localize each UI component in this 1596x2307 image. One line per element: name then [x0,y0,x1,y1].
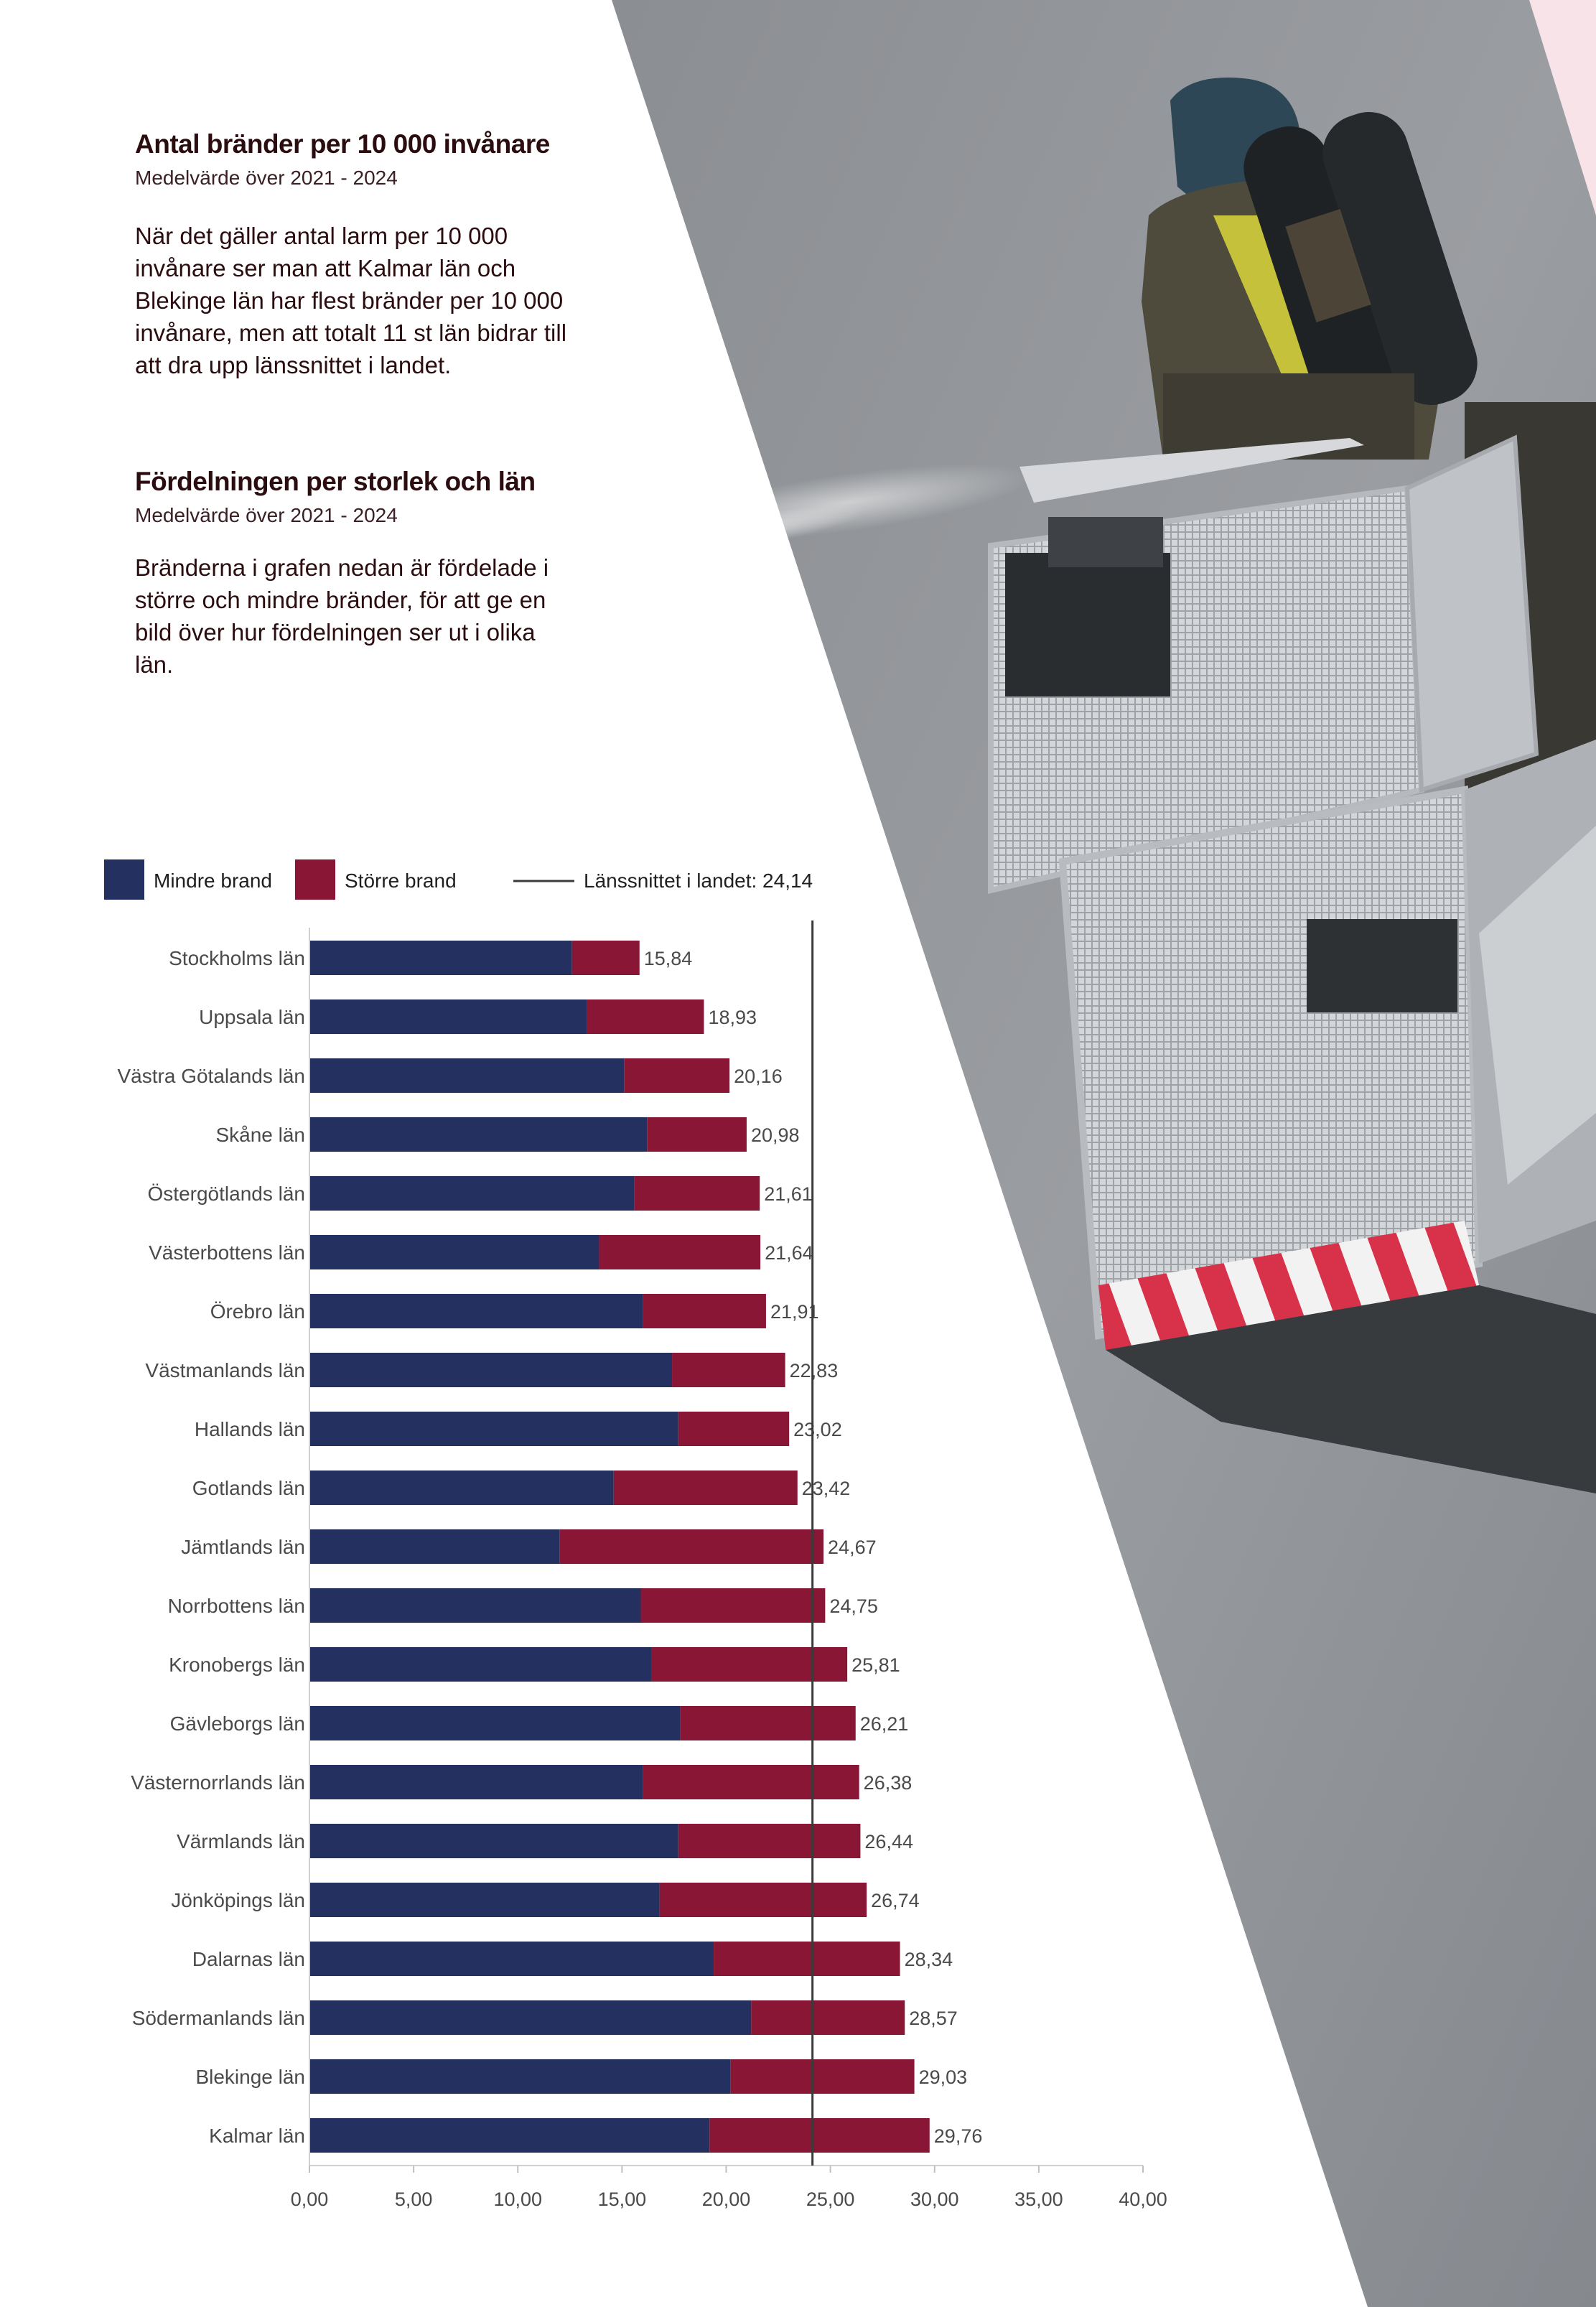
x-tick-label: 25,00 [806,2189,855,2210]
bar-storre [651,1647,847,1682]
bar-mindre [309,2059,730,2094]
data-label: 28,57 [909,2008,958,2029]
category-label: Västernorrlands län [131,1771,305,1794]
data-label: 24,67 [828,1537,877,1558]
bar-mindre [309,999,587,1034]
category-label: Gävleborgs län [169,1712,305,1735]
category-label: Stockholms län [169,947,305,969]
data-label: 29,76 [933,2125,983,2147]
bar-storre [635,1176,760,1211]
bar-mindre [309,1117,647,1152]
bar-storre [647,1117,747,1152]
bar-storre [643,1765,859,1799]
bar-mindre [309,1176,635,1211]
block-body: Bränderna i grafen nedan är fördelade i större och mindre bränder, för att ge en bild över hur fördelningen ser ut i olika län. [135,554,549,678]
x-tick-label: 20,00 [701,2189,751,2210]
data-label: 21,91 [770,1301,819,1323]
bar-mindre [309,1471,614,1505]
data-label: 28,34 [904,1949,953,1970]
x-tick-label: 30,00 [910,2189,959,2210]
bar-storre [751,2000,905,2035]
data-label: 20,16 [734,1066,783,1087]
bars-group [118,941,983,2153]
category-label: Jämtlands län [181,1536,305,1558]
bar-mindre [309,1883,660,1917]
category-label: Norrbottens län [167,1595,305,1617]
bar-mindre [309,1824,678,1858]
x-tick-label: 5,00 [394,2189,433,2210]
data-label: 22,83 [789,1360,839,1381]
bar-storre [643,1294,766,1328]
data-label: 21,61 [764,1183,813,1205]
data-label: 26,21 [859,1713,909,1735]
bar-storre [599,1235,760,1269]
bar-mindre [309,1412,678,1446]
category-label: Västra Götalands län [117,1065,305,1087]
bar-mindre [309,1647,651,1682]
legend-label-storre: Större brand [345,870,457,892]
legend-swatch-storre [295,859,335,900]
bar-mindre [309,1588,640,1623]
category-label: Dalarnas län [192,1948,305,1970]
category-label: Blekinge län [195,2066,305,2088]
bar-storre [714,1942,900,1976]
category-label: Västerbottens län [149,1241,305,1264]
category-label: Skåne län [215,1124,305,1146]
category-label: Örebro län [210,1300,305,1323]
block-body: När det gäller antal larm per 10 000 invånare ser man att Kalmar län och Blekinge län har flest bränder per 10 000 invånare, men att totalt 11 st län bidrar till att dra upp länssnittet i landet. [135,223,567,378]
x-tick-label: 0,00 [290,2189,329,2210]
bar-mindre [309,2000,751,2035]
bar-mindre [309,1529,559,1564]
bar-mindre [309,1765,643,1799]
bar-mindre [309,1058,624,1093]
bar-mindre [309,1294,643,1328]
data-label: 15,84 [643,948,693,969]
x-tick-label: 35,00 [1014,2189,1063,2210]
bar-storre [709,2118,930,2153]
category-label: Kronobergs län [169,1654,305,1676]
category-label: Värmlands län [177,1830,305,1852]
bar-storre [572,941,640,975]
x-tick-label: 15,00 [597,2189,647,2210]
bar-storre [614,1471,798,1505]
category-label: Jönköpings län [171,1889,305,1911]
data-label: 29,03 [918,2066,968,2088]
data-label: 20,98 [750,1124,800,1146]
category-label: Södermanlands län [131,2007,305,2029]
data-label: 26,74 [871,1890,920,1911]
x-tick-label: 40,00 [1119,2189,1167,2210]
block-subtitle: Medelvärde över 2021 - 2024 [135,504,398,526]
bar-mindre [309,1235,599,1269]
data-label: 23,02 [793,1419,842,1440]
data-label: 24,75 [829,1595,878,1617]
legend-label-mindre: Mindre brand [154,870,272,892]
legend-label-average: Länssnittet i landet: 24,14 [584,870,813,892]
category-label: Hallands län [194,1418,305,1440]
bar-storre [730,2059,914,2094]
bar-storre [672,1353,785,1387]
data-label: 21,64 [765,1242,813,1264]
bar-storre [681,1706,856,1740]
category-label: Gotlands län [192,1477,305,1499]
bar-mindre [309,1942,714,1976]
bar-storre [559,1529,823,1564]
bar-storre [660,1883,867,1917]
bar-storre [678,1412,789,1446]
bar-mindre [309,2118,709,2153]
data-label: 26,44 [864,1831,913,1852]
bar-storre [624,1058,729,1093]
data-label: 25,81 [851,1654,900,1676]
block-subtitle: Medelvärde över 2021 - 2024 [135,167,398,189]
data-label: 18,93 [708,1007,757,1028]
category-label: Kalmar län [209,2125,305,2147]
category-label: Västmanlands län [145,1359,305,1381]
legend-swatch-mindre [104,859,144,900]
bar-mindre [309,1706,681,1740]
data-label: 26,38 [863,1772,913,1794]
bar-storre [640,1588,825,1623]
bar-storre [587,999,704,1034]
bar-mindre [309,1353,672,1387]
data-label: 23,42 [801,1478,851,1499]
x-tick-label: 10,00 [493,2189,543,2210]
category-label: Uppsala län [199,1006,305,1028]
bar-storre [678,1824,861,1858]
category-label: Östergötlands län [147,1183,305,1205]
bar-mindre [309,941,572,975]
block-title: Fördelningen per storlek och län [135,467,536,496]
block-title: Antal bränder per 10 000 invånare [135,129,550,159]
